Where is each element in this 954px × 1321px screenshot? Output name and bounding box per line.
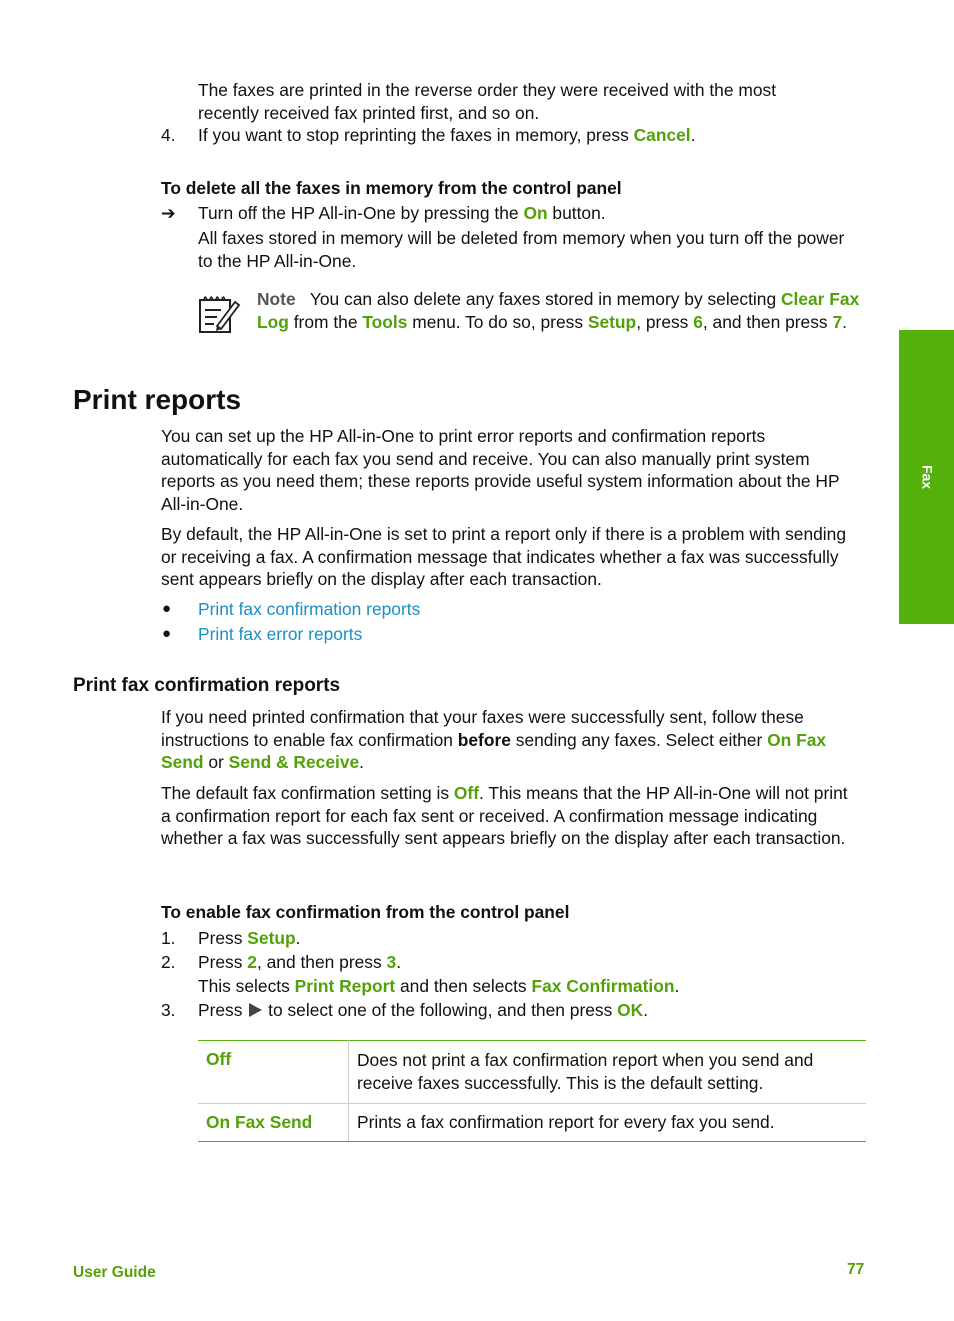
option-description: Does not print a fax confirmation report when you send and receive faxes successfully. This is the default setting.	[349, 1041, 867, 1104]
option-name: On Fax Send	[198, 1104, 349, 1142]
arrow-icon: ➔	[161, 203, 176, 223]
note-icon	[197, 292, 241, 334]
confirmation-options-table	[198, 1040, 866, 1142]
option-description: Prints a fax confirmation report for every fax you send.	[349, 1104, 867, 1142]
step-number: 2.	[161, 952, 176, 972]
step-3: Press to select one of the following, and then press OK.	[198, 1000, 649, 1020]
bullet-icon: ●	[162, 625, 172, 642]
right-arrow-icon	[247, 1002, 263, 1018]
table-row	[198, 1104, 866, 1142]
enable-confirmation-heading: To enable fax confirmation from the control panel	[161, 902, 570, 922]
footer-user-guide: User Guide	[73, 1264, 156, 1281]
side-tab-fax	[899, 330, 954, 624]
confirmation-paragraph-1: If you need printed confirmation that your faxes were successfully sent, follow these instructions to enable fax confirmation before sending any faxes. Select either On Fax Send or Send & Receive.	[161, 707, 827, 773]
delete-faxes-heading: To delete all the faxes in memory from the control panel	[161, 178, 622, 198]
print-reports-title: Print reports	[73, 384, 242, 415]
link-print-fax-error-reports[interactable]: Print fax error reports	[198, 624, 363, 644]
table-row	[198, 1041, 866, 1104]
intro-paragraph: The faxes are printed in the reverse order they were received with the most recently received fax printed first, and so on.	[198, 80, 777, 123]
print-reports-paragraph-1: You can set up the HP All-in-One to print error reports and confirmation reports automatically for each fax you send and receive. You can also manually print system reports as you need them; these reports provide useful system information about the HP All-in-One.	[161, 426, 840, 514]
option-name: Off	[198, 1041, 349, 1104]
delete-result-paragraph: All faxes stored in memory will be deleted from memory when you turn off the power to the HP All-in-One.	[198, 228, 845, 271]
on-key: On	[523, 203, 548, 223]
bullet-icon: ●	[162, 600, 172, 617]
step-2: Press 2, and then press 3.	[198, 952, 402, 972]
step-2-result: This selects Print Report and then selects Fax Confirmation.	[198, 976, 680, 996]
link-print-fax-confirmation-reports[interactable]: Print fax confirmation reports	[198, 599, 421, 619]
step-1: Press Setup.	[198, 928, 301, 948]
note-label: Note	[257, 289, 296, 309]
side-tab-label: Fax	[918, 464, 935, 490]
step-number: 3.	[161, 1000, 176, 1020]
step-4: If you want to stop reprinting the faxes in memory, press Cancel.	[198, 125, 696, 145]
confirmation-paragraph-2: The default fax confirmation setting is Off. This means that the HP All-in-One will not print a confirmation report for each fax sent or received. A confirmation message indicating whether a fax was successfully sent appears briefly on the display after each transaction.	[161, 783, 848, 849]
page-number: 77	[847, 1261, 865, 1278]
step-number: 1.	[161, 928, 176, 948]
note-text: Note You can also delete any faxes stored in memory by selecting Clear Fax Log from the Tools menu. To do so, press Setup, press 6, and then press 7.	[257, 289, 860, 332]
confirmation-reports-title: Print fax confirmation reports	[73, 675, 341, 696]
print-reports-paragraph-2: By default, the HP All-in-One is set to print a report only if there is a problem with sending or receiving a fax. A confirmation message that indicates whether a fax was successfully sent appears briefly on the display after each transaction.	[161, 524, 847, 590]
step-number: 4.	[161, 125, 176, 145]
delete-step: Turn off the HP All-in-One by pressing the On button.	[198, 203, 606, 223]
cancel-key: Cancel	[633, 125, 691, 145]
